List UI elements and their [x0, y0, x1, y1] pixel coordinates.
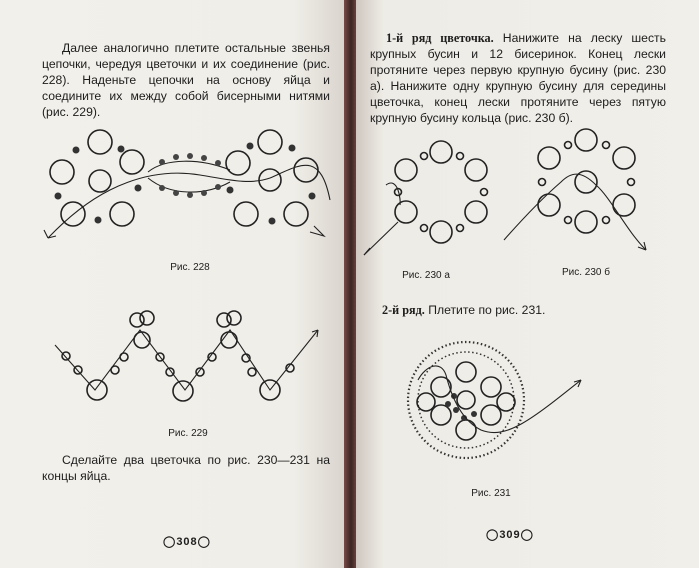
right-page-number: ◯309◯ [486, 529, 534, 541]
caption-230b: Рис. 230 б [561, 267, 610, 278]
left-paragraph-1: Далее аналогично плетите остальные звенья цепочки, чередуя цветочки и их соединение (рис. 228). Наденьте цепочки на основу яйца и соедините их между собой бисерными нитями (рис. 229). [42, 41, 330, 119]
left-page-number-value: 308 [176, 536, 198, 548]
left-page [0, 0, 346, 568]
caption-228: Рис. 228 [170, 262, 210, 273]
figure-231 [408, 342, 581, 458]
heading-row-1: 1-й ряд цветочка. [386, 31, 494, 45]
fig228-connector [148, 153, 230, 198]
figure-229 [55, 311, 318, 401]
right-paragraph-2 [376, 302, 666, 318]
caption-230a: Рис. 230 а [402, 270, 450, 281]
figure-230 [356, 0, 699, 568]
caption-229: Рис. 229 [168, 428, 208, 439]
figure-230a [364, 141, 488, 255]
fig228-right-flower [226, 130, 318, 226]
row-2-text: Плетите по рис. 231. [428, 303, 546, 317]
figure-230b [504, 129, 646, 250]
left-paragraph-2: Сделайте два цветочка по рис. 230—231 на концы яйца. [42, 453, 330, 483]
row-1-text: Нанижите на леску шесть крупных бусин и 12 бисеринок. Конец лески протяните через первую крупную бусину (рис. 230 а). Нанижите одну крупную бусину для середины цветочка, конец лески протяните через пятую крупную бусину кольца (рис. 230 б). [370, 31, 666, 125]
right-page [356, 0, 699, 568]
heading-row-2: 2-й ряд. [382, 303, 425, 317]
left-page-number: ◯308◯ [163, 536, 211, 548]
right-page-number-value: 309 [499, 529, 521, 541]
caption-231: Рис. 231 [471, 488, 511, 499]
